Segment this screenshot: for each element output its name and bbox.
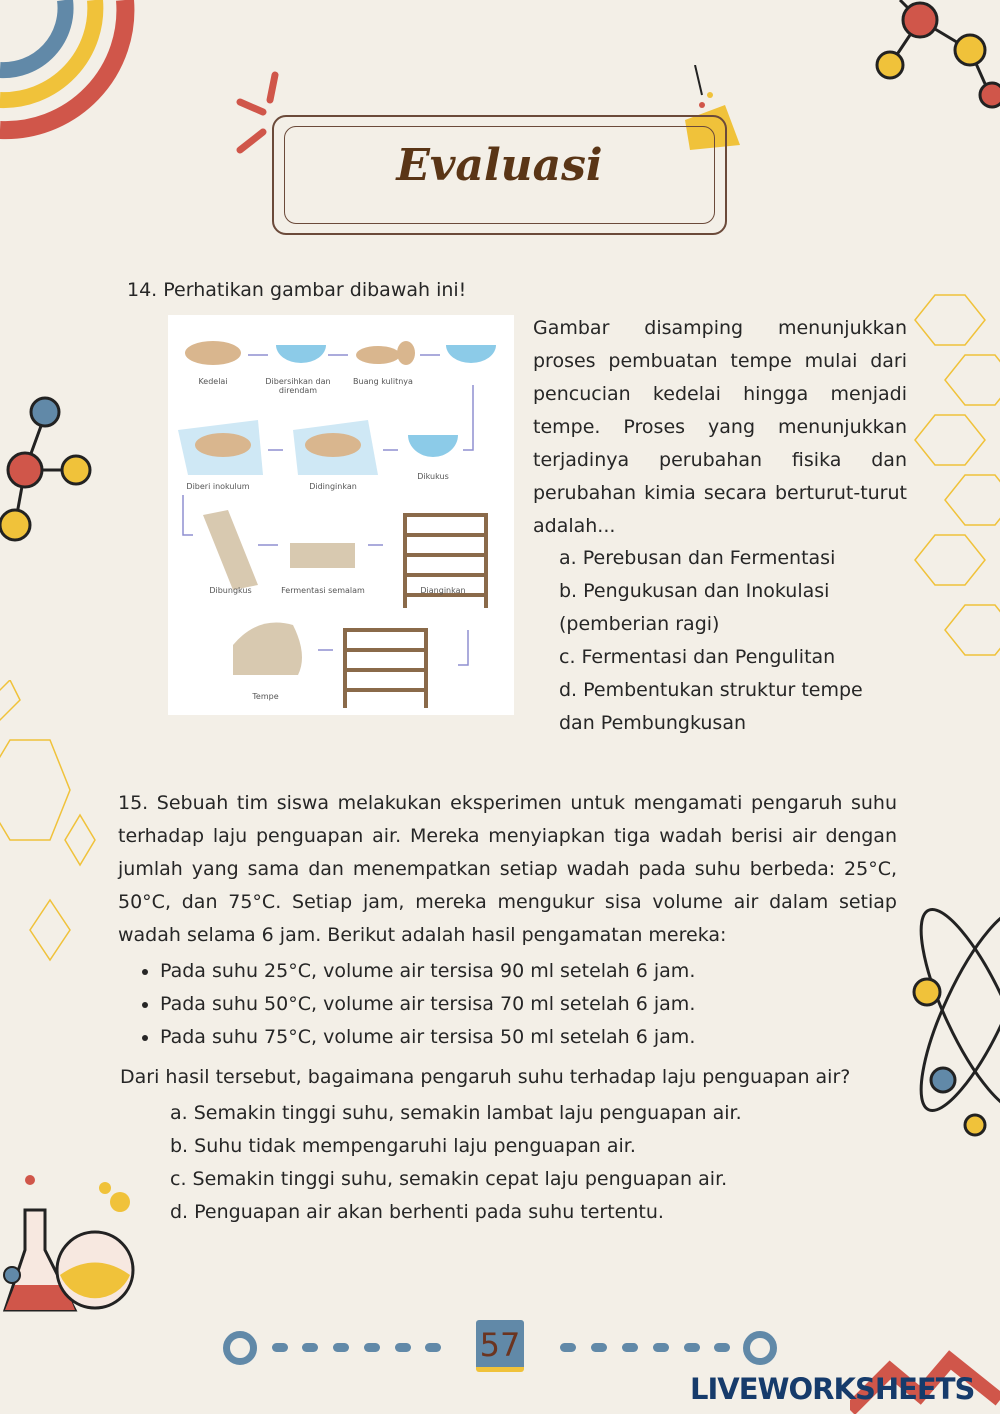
footer-dot — [395, 1343, 411, 1352]
flask-decoration — [0, 1170, 170, 1340]
q15-option-d[interactable]: d. Penguapan air akan berhenti pada suhu tertentu. — [170, 1201, 664, 1223]
q14-option-a[interactable]: a. Perebusan dan Fermentasi — [559, 547, 836, 569]
tempe-process-figure — [168, 315, 514, 715]
observation-item: • Pada suhu 25°C, volume air tersisa 90 ml setelah 6 jam. — [160, 955, 900, 988]
q15-option-a[interactable]: a. Semakin tinggi suhu, semakin lambat laju penguapan air. — [170, 1102, 742, 1124]
atom-decoration — [905, 900, 1000, 1140]
q15-option-c[interactable]: c. Semakin tinggi suhu, semakin cepat laju penguapan air. — [170, 1168, 728, 1190]
footer-ring-right — [743, 1331, 777, 1365]
footer-dot — [272, 1343, 288, 1352]
figure-label: Dikukus — [417, 472, 449, 481]
page-number: 57 — [476, 1320, 524, 1372]
footer-dot — [622, 1343, 638, 1352]
molecule-decoration — [860, 0, 1000, 110]
q14-text: Gambar disamping menunjukkan proses pembuatan tempe mulai dari pencucian kedelai hingga menjadi tempe. Proses yang menunjukkan terjadinya perubahan fisika dan perubahan kimia secara berturut-turut adalah... — [533, 317, 907, 537]
rainbow-decoration — [0, 0, 140, 140]
hexagon-pattern — [905, 290, 1000, 710]
figure-label: Dibersihkan dan direndam — [265, 377, 331, 395]
q15-text: 15. Sebuah tim siswa melakukan eksperimen untuk mengamati pengaruh suhu terhadap laju penguapan air. Mereka menyiapkan tiga wadah berisi air dengan jumlah yang sama dan menempatkan setiap wadah pada suhu berbeda: 25°C, 50°C, dan 75°C. Setiap jam, mereka mengukur sisa volume air dalam setiap wadah selama 6 jam. Berikut adalah hasil pengamatan mereka: — [118, 792, 897, 946]
molecule-decoration-left — [0, 390, 100, 560]
observation-item: • Pada suhu 50°C, volume air tersisa 70 ml setelah 6 jam. — [160, 988, 900, 1021]
footer-ring-left — [223, 1331, 257, 1365]
figure-label: Didinginkan — [309, 482, 357, 491]
footer-dot — [364, 1343, 380, 1352]
q14-options — [559, 542, 899, 740]
figure-label: Kedelai — [198, 377, 228, 386]
hexagon-pattern-left — [0, 680, 100, 1010]
q14-heading: 14. Perhatikan gambar dibawah ini! — [127, 279, 467, 301]
page-title: Evaluasi — [396, 140, 603, 191]
footer-dot — [684, 1343, 700, 1352]
footer-dot — [302, 1343, 318, 1352]
figure-label: Diberi inokulum — [186, 482, 250, 491]
liveworksheets-logo: LIVEWORKSHEETS — [690, 1372, 975, 1406]
q14-option-d[interactable]: d. Pembentukan struktur tempe dan Pembungkusan — [559, 679, 863, 734]
q15-options — [170, 1097, 742, 1229]
footer-dot — [714, 1343, 730, 1352]
footer-dot — [560, 1343, 576, 1352]
figure-label: Fermentasi semalam — [281, 586, 365, 595]
observation-item: • Pada suhu 75°C, volume air tersisa 50 ml setelah 6 jam. — [160, 1021, 900, 1054]
q15-observations — [140, 955, 900, 1054]
footer-dot — [333, 1343, 349, 1352]
q14-option-c[interactable]: c. Fermentasi dan Pengulitan — [559, 646, 836, 668]
q15-option-b[interactable]: b. Suhu tidak mempengaruhi laju penguapan air. — [170, 1135, 636, 1157]
q14-option-b[interactable]: b. Pengukusan dan Inokulasi (pemberian ragi) — [559, 580, 830, 635]
figure-label: Dibungkus — [209, 586, 252, 595]
footer-dot — [653, 1343, 669, 1352]
figure-label: Tempe — [252, 692, 279, 701]
figure-label: Buang kulitnya — [353, 377, 413, 386]
footer-dot — [425, 1343, 441, 1352]
q15-question: Dari hasil tersebut, bagaimana pengaruh suhu terhadap laju penguapan air? — [120, 1066, 851, 1088]
footer-dot — [591, 1343, 607, 1352]
figure-label: Dianginkan — [420, 586, 466, 595]
